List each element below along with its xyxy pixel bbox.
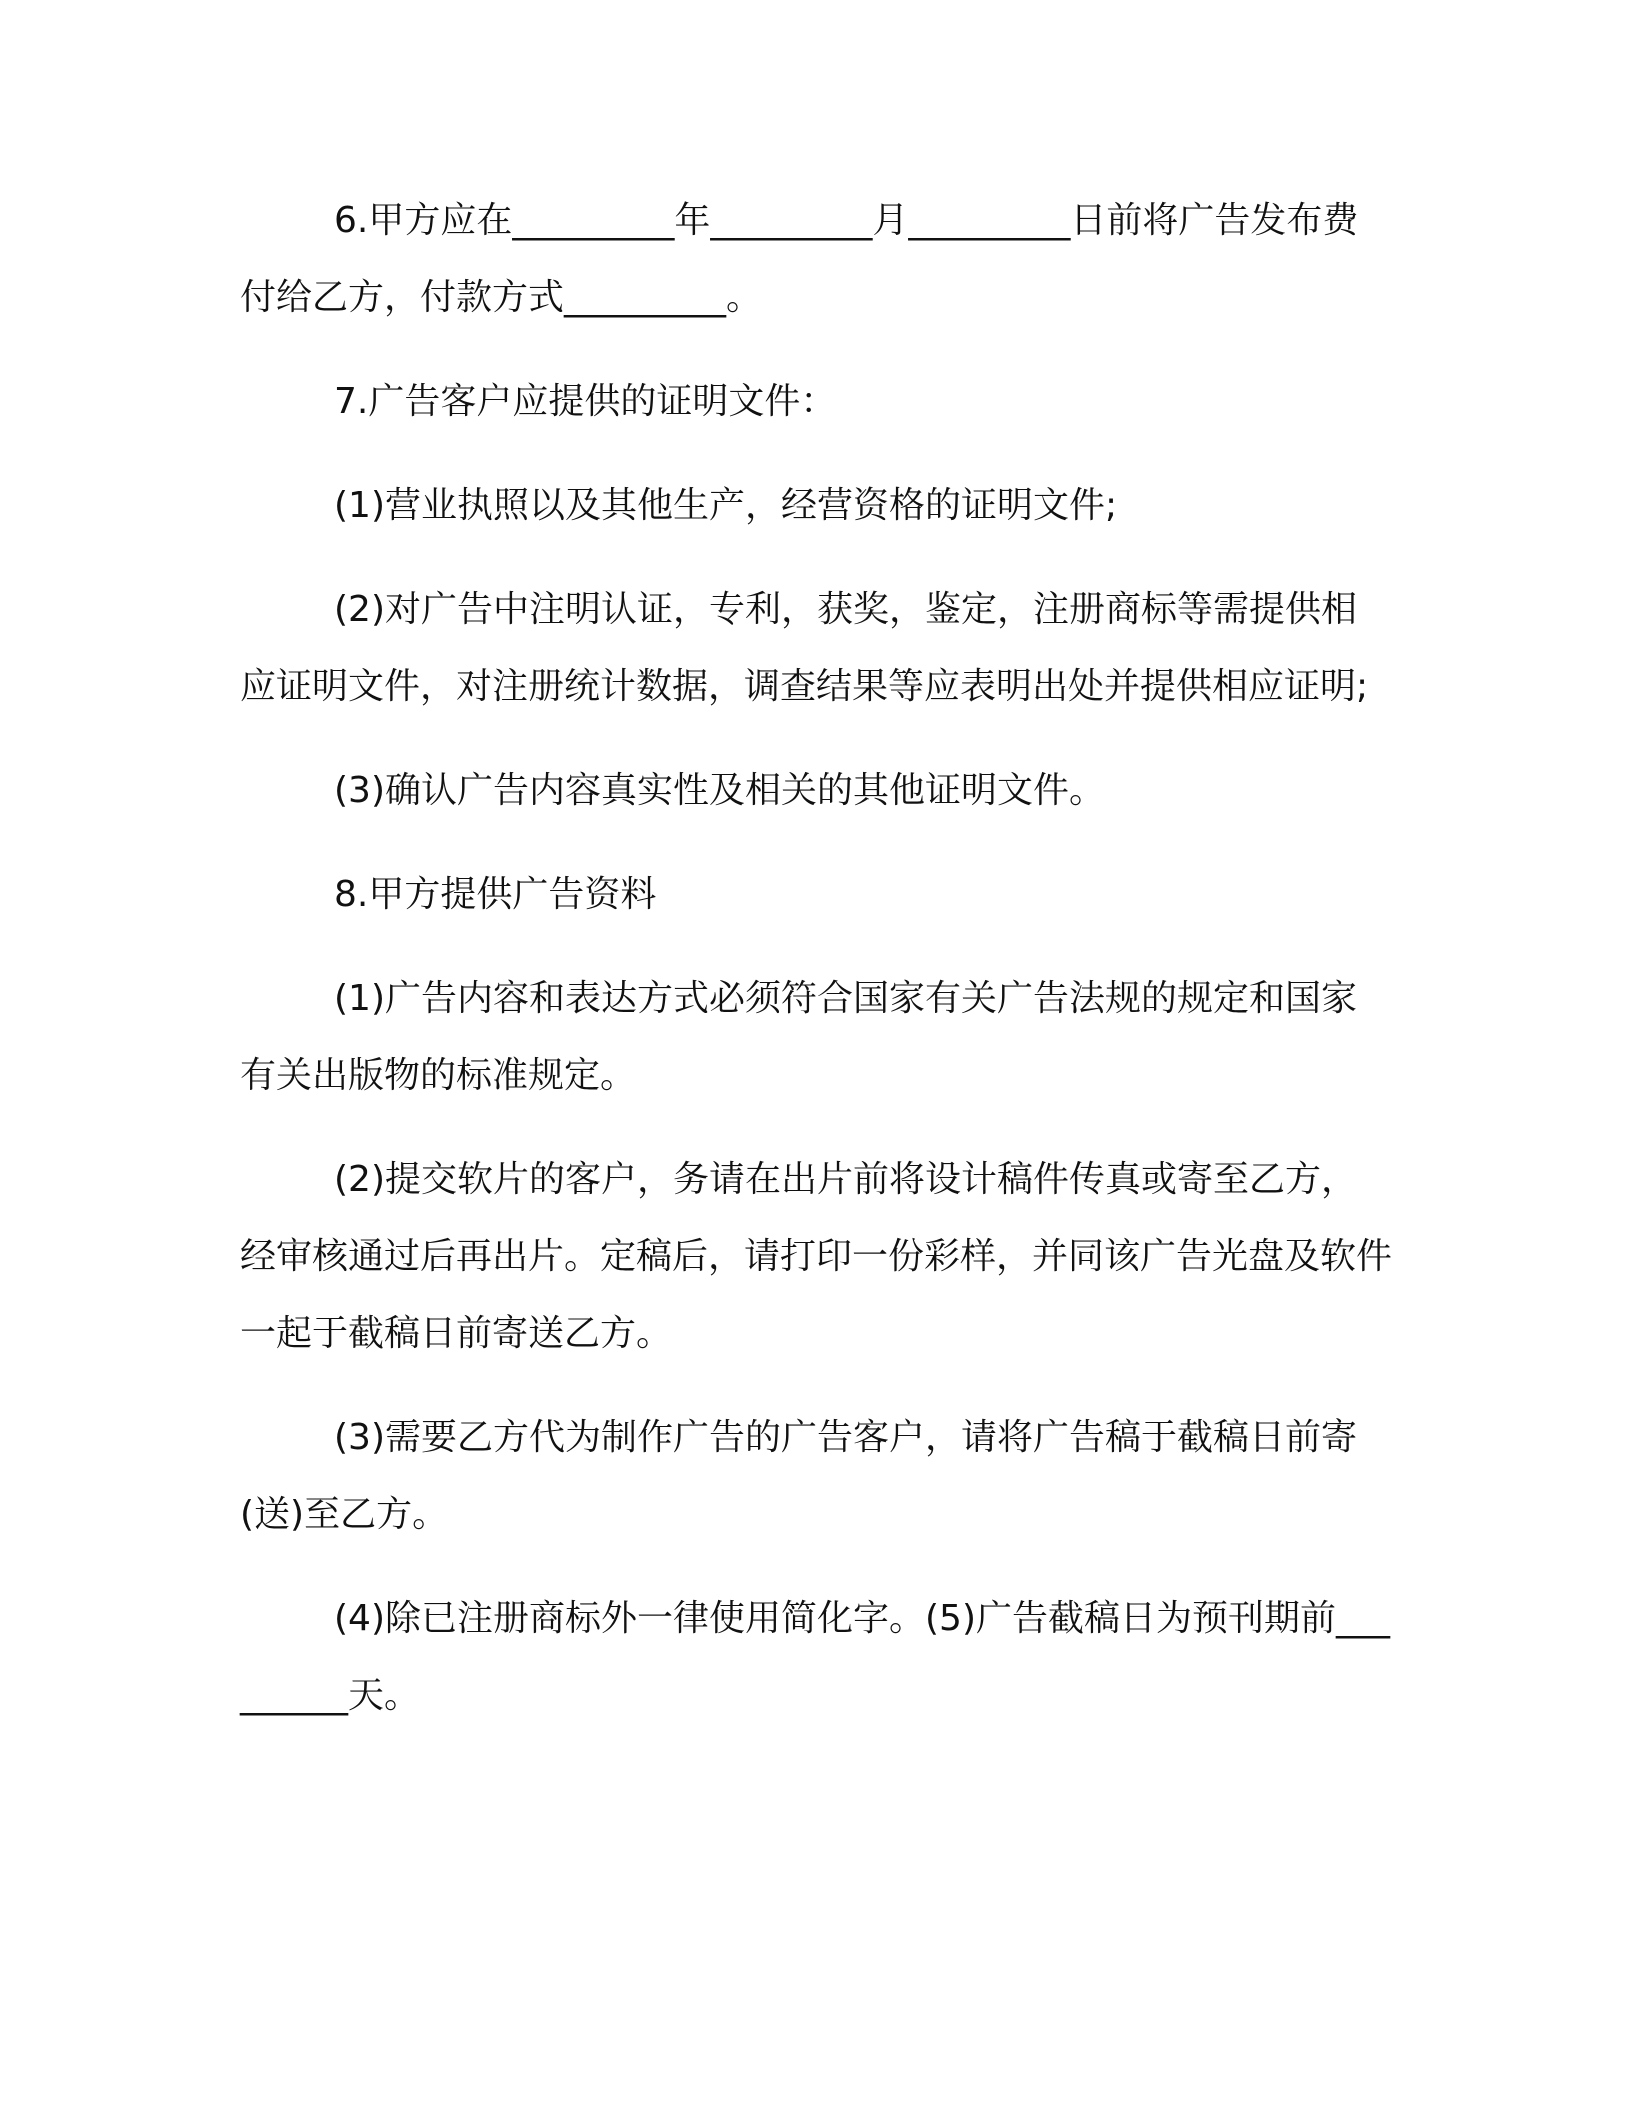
clause-7-item-3: (3)确认广告内容真实性及相关的其他证明文件。: [334, 770, 1105, 811]
clause-8-heading: 8.甲方提供广告资料: [334, 874, 657, 915]
clause-8-item-4-5: (4)除已注册商标外一律使用简化字。(5)广告截稿日为预刊期前_________天。: [240, 1598, 1390, 1716]
clause-8-item-2: (2)提交软片的客户，务请在出片前将设计稿件传真或寄至乙方，经审核通过后再出片。定稿后，请打印一份彩样，并同该广告光盘及软件一起于截稿日前寄送乙方。: [240, 1159, 1393, 1354]
clause-7-item-1: (1)营业执照以及其他生产，经营资格的证明文件;: [334, 485, 1118, 526]
clause-7-item-2: (2)对广告中注明认证，专利，获奖，鉴定，注册商标等需提供相应证明文件，对注册统计数据，调查结果等应表明出处并提供相应证明;: [240, 589, 1369, 707]
clause-7-heading: 7.广告客户应提供的证明文件：: [334, 381, 837, 422]
document-body: [240, 182, 1392, 1761]
clause-8-item-1: (1)广告内容和表达方式必须符合国家有关广告法规的规定和国家有关出版物的标准规定。: [240, 978, 1357, 1096]
clause-6-payment: 6.甲方应在_________年_________月_________日前将广告发布费付给乙方，付款方式_________。: [240, 200, 1359, 318]
clause-8-item-3: (3)需要乙方代为制作广告的广告客户，请将广告稿于截稿日前寄(送)至乙方。: [240, 1417, 1357, 1535]
